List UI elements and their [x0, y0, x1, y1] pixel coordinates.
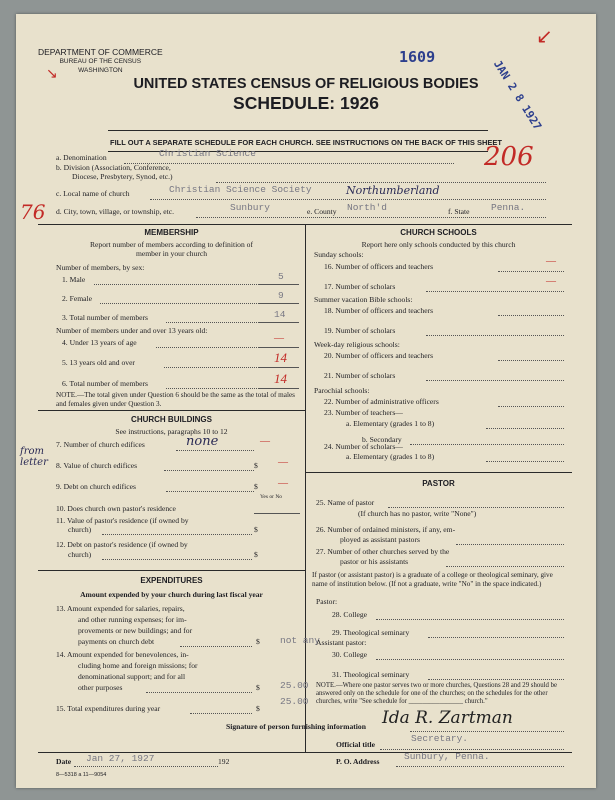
q16-value: — — [546, 256, 556, 267]
q21-label: 21. Number of scholars — [324, 371, 396, 380]
section-rule — [38, 410, 305, 411]
q3-value: 14 — [274, 309, 286, 320]
dotted-line — [196, 217, 546, 218]
expenditures-heading: EXPENDITURES — [140, 576, 203, 585]
q4-value: — — [274, 333, 284, 344]
dotted-line — [486, 461, 564, 462]
dotted-line — [190, 713, 252, 714]
dollar-sign: $ — [256, 704, 260, 713]
dotted-line — [426, 291, 564, 292]
city-value: Sunbury — [230, 202, 270, 213]
q2-label: 2. Female — [62, 294, 92, 303]
summer-schools-label: Summer vacation Bible schools: — [314, 295, 413, 304]
q11-label: 11. Value of pastor's residence (if owned by — [56, 516, 189, 525]
q16-label: 16. Number of officers and teachers — [324, 262, 434, 271]
members-by-sex-label: Number of members, by sex: — [56, 263, 145, 272]
q7-label: 7. Number of church edifices — [56, 440, 145, 449]
q26-label-2: ployed as assistant pastors — [340, 535, 420, 544]
answer-line — [259, 388, 299, 389]
state-value: Penna. — [491, 202, 526, 213]
q8-dash: — — [278, 457, 288, 468]
q28-label: 28. College — [332, 610, 368, 619]
q1-label: 1. Male — [62, 275, 86, 284]
signature-label: Signature of person furnishing information — [226, 722, 366, 731]
membership-sub: Report number of members according to definition of — [89, 240, 253, 249]
q13-label-4: payments on church debt — [78, 637, 155, 646]
po-address-value: Sunbury, Penna. — [404, 751, 490, 762]
dotted-line — [176, 450, 254, 451]
instruction-line: FILL OUT A SEPARATE SCHEDULE FOR EACH CHURCH. SEE INSTRUCTIONS ON THE BACK OF THIS SHEET — [110, 138, 502, 147]
form-code: 8—5318 a 11—9054 — [56, 772, 107, 778]
dotted-line — [388, 507, 564, 508]
expenditures-sub: Amount expended by your church during last fiscal year — [80, 590, 263, 599]
membership-note: NOTE.—The total given under Question 6 should be the same as the total of males and females given under Question 3. — [56, 391, 295, 408]
membership-sub-2: member in your church — [135, 249, 208, 258]
q18-label: 18. Number of officers and teachers — [324, 306, 434, 315]
dotted-line — [396, 766, 564, 767]
q27-label: 27. Number of other churches served by the — [316, 547, 450, 556]
bureau-city: WASHINGTON — [78, 67, 123, 74]
q25-label: 25. Name of pastor — [316, 498, 375, 507]
q15-label: 15. Total expenditures during year — [56, 704, 161, 713]
dotted-line — [410, 444, 564, 445]
denomination-label: a. Denomination — [56, 153, 107, 162]
q31-label: 31. Theological seminary — [332, 670, 410, 679]
dotted-line — [498, 271, 564, 272]
dollar-sign: $ — [256, 683, 260, 692]
q13-label: 13. Amount expended for salaries, repairs, — [56, 604, 185, 613]
answer-line — [259, 347, 299, 348]
q14-label-2: cluding home and foreign missions; for — [78, 661, 198, 670]
q24a-label: a. Elementary (grades 1 to 8) — [346, 452, 435, 461]
dollar-sign: $ — [254, 482, 258, 491]
division-label-2: Diocese, Presbytery, Synod, etc.) — [72, 172, 173, 181]
county-label: e. County — [307, 207, 337, 216]
q5-label: 5. 13 years old and over — [62, 358, 135, 367]
section-rule — [38, 570, 305, 571]
answer-line — [259, 303, 299, 304]
q29-label: 29. Theological seminary — [332, 628, 410, 637]
q11-label-2: church) — [68, 525, 92, 534]
dotted-line — [166, 322, 259, 323]
q30-label: 30. College — [332, 650, 368, 659]
membership-heading: MEMBERSHIP — [144, 228, 199, 237]
dotted-line — [74, 766, 218, 767]
q4-label: 4. Under 13 years of age — [62, 338, 137, 347]
q12-label-2: church) — [68, 550, 92, 559]
county-pencil-annotation: Northumberland — [346, 184, 440, 197]
pastor-note: NOTE.—Where one pastor serves two or more churches, Questions 28 and 29 should be answered only on the schedule for one of the churches; on the schedules for the other churches, write "See schedule for ________________ church." — [316, 682, 558, 705]
division-label: b. Division (Association, Conference, — [56, 163, 171, 172]
dotted-line — [164, 367, 259, 368]
po-address-label: P. O. Address — [336, 757, 380, 766]
dotted-line — [498, 406, 564, 407]
dotted-line — [426, 335, 564, 336]
answer-line — [259, 322, 299, 323]
q20-label: 20. Number of officers and teachers — [324, 351, 434, 360]
q5-value: 14 — [274, 350, 287, 365]
q8-label: 8. Value of church edifices — [56, 461, 138, 470]
margin-red-mark: 76 — [20, 200, 46, 224]
sunday-schools-label: Sunday schools: — [314, 250, 364, 259]
red-tick-mark: ↘ — [46, 67, 58, 82]
dollar-sign: $ — [254, 550, 258, 559]
q6-value: 14 — [274, 371, 287, 386]
q17-label: 17. Number of scholars — [324, 282, 396, 291]
q17-value: — — [546, 276, 556, 287]
q24-label: 24. Number of scholars— — [324, 442, 403, 451]
dollar-sign: $ — [254, 461, 258, 470]
year-suffix: 192 — [218, 757, 230, 766]
margin-note-line: from — [20, 446, 44, 457]
official-title-label: Official title — [336, 740, 376, 749]
answer-line — [259, 284, 299, 285]
weekday-schools-label: Week-day religious schools: — [314, 340, 400, 349]
q7-dash: — — [260, 436, 270, 447]
dotted-line — [426, 380, 564, 381]
bureau-name: BUREAU OF THE CENSUS — [59, 58, 142, 65]
dotted-line — [166, 388, 259, 389]
q9-label: 9. Debt on church edifices — [56, 482, 136, 491]
dotted-line — [446, 566, 564, 567]
county-value: North'd — [347, 202, 387, 213]
pastor-sublabel: Pastor: — [316, 597, 338, 606]
q13-value: not any — [280, 635, 320, 646]
dotted-line — [124, 163, 454, 164]
dotted-line — [102, 559, 252, 560]
q19-label: 19. Number of scholars — [324, 326, 396, 335]
graduate-note: If pastor (or assistant pastor) is a graduate of a college or theological seminary, give name of institution below. (If not a graduate, write "No" in the space indicated.) — [312, 571, 553, 588]
received-date-stamp: JAN 2 8 1927 — [490, 58, 545, 133]
dotted-line — [216, 182, 546, 183]
dept-name: DEPARTMENT OF COMMERCE — [38, 47, 163, 57]
q7-value: none — [186, 434, 219, 449]
date-value: Jan 27, 1927 — [86, 753, 155, 764]
age-header-label: Number of members under and over 13 years old: — [56, 326, 208, 335]
dotted-line — [428, 679, 564, 680]
q2-value: 9 — [278, 290, 284, 301]
dotted-line — [100, 303, 259, 304]
q23-label: 23. Number of teachers— — [324, 408, 403, 417]
column-divider — [305, 224, 306, 752]
q25-note: (If church has no pastor, write "None") — [358, 509, 477, 518]
date-label: Date — [56, 757, 72, 766]
state-label: f. State — [448, 207, 470, 216]
denomination-value: Christian Science — [159, 148, 256, 159]
red-handwritten-number: 206 — [484, 142, 534, 172]
answer-line — [254, 513, 300, 514]
q3-label: 3. Total number of members — [62, 313, 149, 322]
divider — [108, 130, 488, 131]
stamp-number: 1609 — [399, 48, 436, 66]
q27-label-2: pastor or his assistants — [340, 557, 409, 566]
dollar-sign: $ — [256, 637, 260, 646]
red-check-mark: ↙ — [536, 26, 553, 48]
q14-label-3: denominational support; and for all — [78, 672, 186, 681]
dotted-line — [456, 544, 564, 545]
q23a-label: a. Elementary (grades 1 to 8) — [346, 419, 435, 428]
q15-value: 25.00 — [280, 696, 309, 707]
form-subtitle: SCHEDULE: 1926 — [233, 93, 379, 113]
q26-label: 26. Number of ordained ministers, if any, em- — [316, 525, 456, 534]
buildings-sub: See instructions, paragraphs 10 to 12 — [115, 427, 228, 436]
yes-no-caption: Yes or No — [260, 494, 283, 500]
dotted-line — [164, 470, 254, 471]
form-title: UNITED STATES CENSUS OF RELIGIOUS BODIES — [133, 76, 479, 92]
dotted-line — [486, 428, 564, 429]
margin-note-line: letter — [20, 457, 48, 468]
q14-label-4: other purposes — [78, 683, 123, 692]
dotted-line — [150, 199, 546, 200]
dotted-line — [94, 284, 259, 285]
q22-label: 22. Number of administrative officers — [324, 397, 439, 406]
section-rule — [305, 472, 572, 473]
church-name-value: Christian Science Society — [169, 184, 312, 195]
dotted-line — [376, 619, 564, 620]
answer-line — [259, 367, 299, 368]
q1-value: 5 — [278, 271, 284, 282]
dotted-line — [410, 731, 564, 732]
dotted-line — [376, 659, 564, 660]
dotted-line — [380, 749, 564, 750]
dotted-line — [428, 637, 564, 638]
q14-value: 25.00 — [280, 680, 309, 691]
dotted-line — [146, 692, 252, 693]
q13-label-3: provements or new buildings; and for — [78, 626, 193, 635]
dotted-line — [180, 646, 252, 647]
q12-label: 12. Debt on pastor's residence (if owned by — [56, 540, 188, 549]
dotted-line — [498, 315, 564, 316]
dotted-line — [156, 347, 259, 348]
q14-label: 14. Amount expended for benevolences, in- — [56, 650, 189, 659]
schools-heading: CHURCH SCHOOLS — [400, 228, 477, 237]
official-title-value: Secretary. — [411, 733, 469, 744]
dotted-line — [102, 534, 252, 535]
city-label: d. City, town, village, or township, etc. — [56, 207, 175, 216]
dotted-line — [498, 360, 564, 361]
q10-label: 10. Does church own pastor's residence — [56, 504, 176, 513]
pastor-heading: PASTOR — [422, 479, 455, 488]
margin-note — [20, 446, 48, 468]
signature-value: Ida R. Zartman — [382, 708, 513, 728]
q23b-label: b. Secondary — [362, 435, 402, 444]
schools-sub: Report here only schools conducted by this church — [361, 240, 516, 249]
dotted-line — [166, 491, 254, 492]
census-schedule-form — [16, 14, 596, 788]
buildings-heading: CHURCH BUILDINGS — [131, 415, 212, 424]
church-name-label: c. Local name of church — [56, 189, 130, 198]
assistant-pastor-label: Assistant pastor: — [316, 638, 367, 647]
q13-label-2: and other running expenses; for im- — [78, 615, 187, 624]
parochial-schools-label: Parochial schools: — [314, 386, 370, 395]
q9-dash: — — [278, 478, 288, 489]
dollar-sign: $ — [254, 525, 258, 534]
q6-label: 6. Total number of members — [62, 379, 149, 388]
